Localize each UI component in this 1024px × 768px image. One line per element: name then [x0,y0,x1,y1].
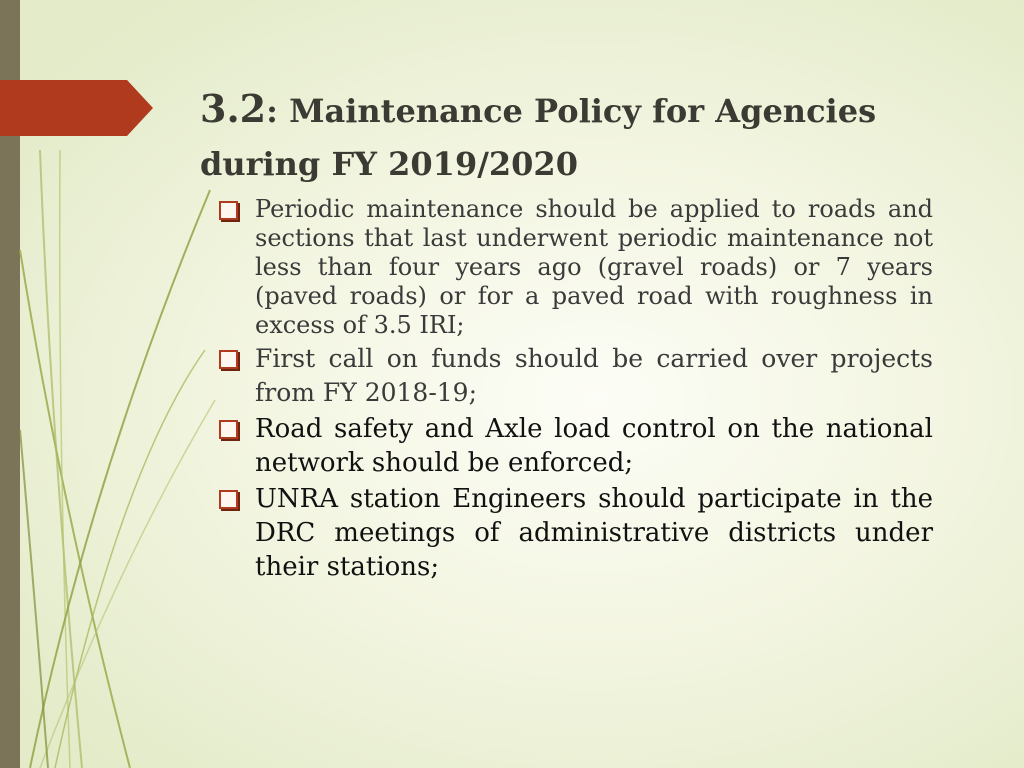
bullet-item-road-safety [215,412,933,480]
title-arrow-marker [0,80,153,136]
title-number: 3.2 [200,86,267,131]
bullet-item-periodic-maintenance [215,195,933,340]
checkbox-square-icon [219,350,238,369]
bullet-list [215,195,933,584]
checkbox-square-icon [219,490,238,509]
bullet-item-station-engineers [215,482,933,584]
checkbox-square-icon [219,201,238,220]
bullet-text: Periodic maintenance should be applied to roads and sections that last underwent periodic maintenance not less than four years ago (gravel roads) or 7 years (paved roads) or for a paved road with roughness in excess of 3.5 IRI; [255,195,933,339]
bullet-text: First call on funds should be carried over projects from FY 2018-19; [255,344,933,407]
title-text: : Maintenance Policy for Agencies during FY 2019/2020 [200,92,877,183]
bullet-text: UNRA station Engineers should participate in the DRC meetings of administrative districts under their stations; [255,484,933,582]
checkbox-square-icon [219,420,238,439]
bullet-item-first-call-funds [215,342,933,410]
slide-title [200,82,960,191]
bullet-text: Road safety and Axle load control on the national network should be enforced; [255,414,933,478]
